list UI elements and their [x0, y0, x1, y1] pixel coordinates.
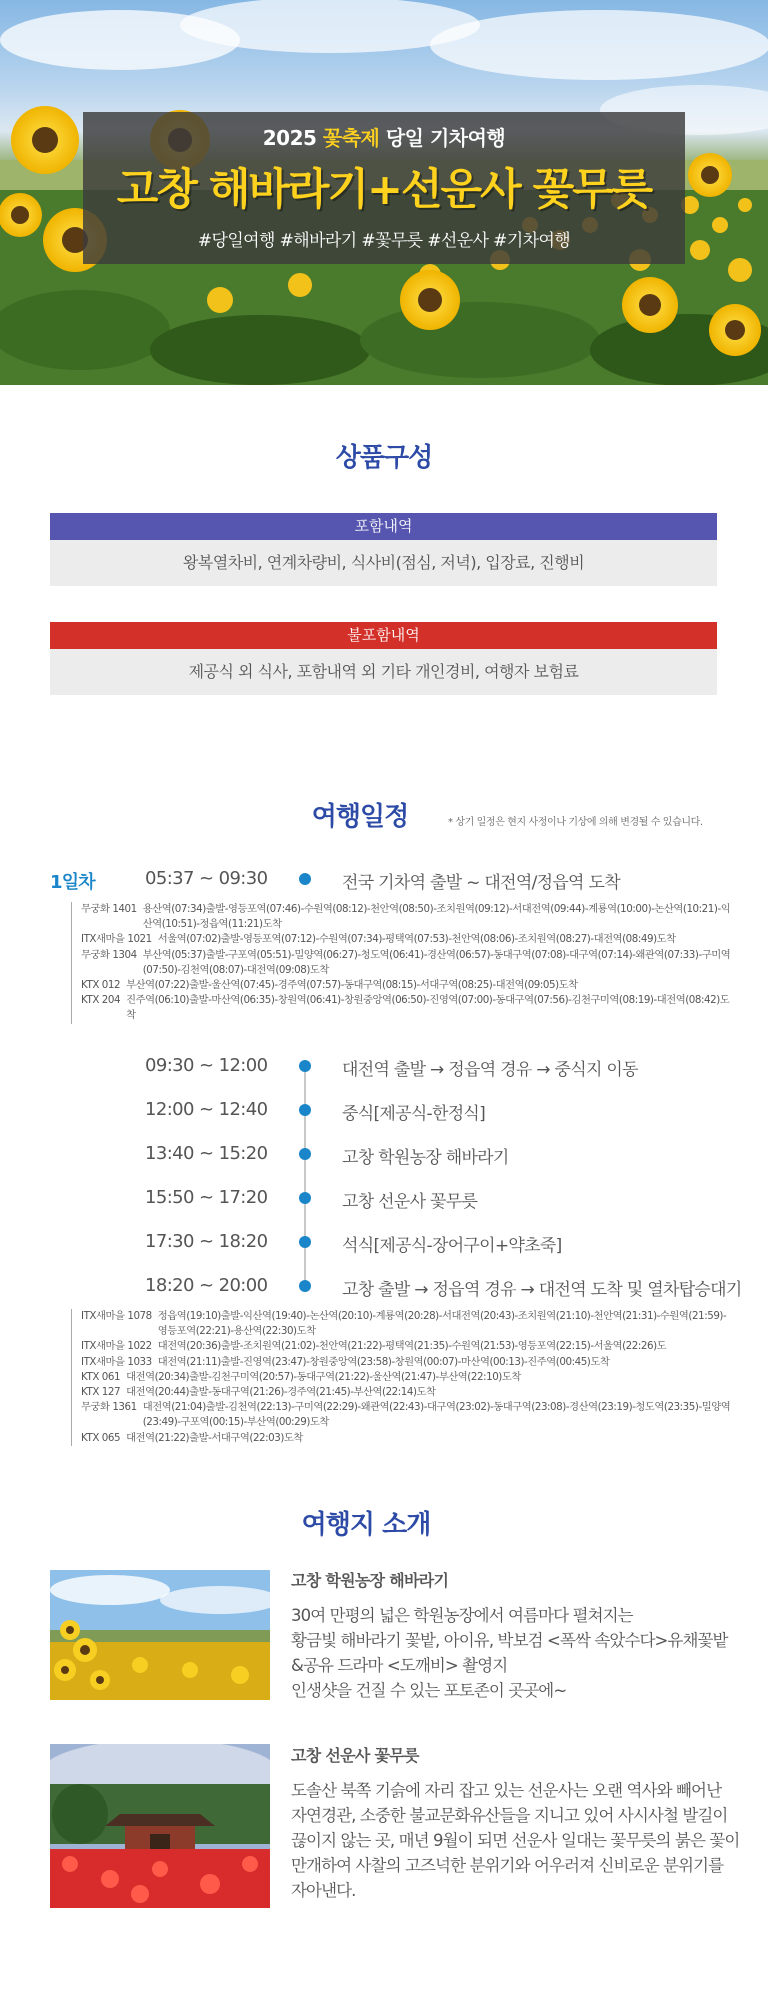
- train-name: KTX 012: [81, 979, 121, 992]
- train-row: [81, 1385, 731, 1400]
- destination-name: 고창 학원농장 해바라기: [291, 1571, 449, 1590]
- day-label: 1일차: [50, 872, 95, 893]
- schedule-time: 09:30 ~ 12:00: [145, 1055, 268, 1076]
- train-route: 진주역(06:10)출발-마산역(06:35)-창원역(06:41)-창원중앙역(06:50)-진영역(07:00)-동대구역(07:56)-김천구미역(08:19)-대전역(08:42)도착: [126, 994, 730, 1022]
- destination-name: 고창 선운사 꽃무릇: [291, 1746, 419, 1765]
- train-route: 대전역(20:36)출발-조치원역(21:02)-천안역(21:22)-평택역(21:35)-수원역(21:53)-영등포역(22:15)-서울역(22:26)도: [157, 1340, 667, 1353]
- train-row: [81, 1339, 731, 1354]
- train-row: [81, 1309, 731, 1339]
- hero-festival-highlight: 꽃축제: [322, 126, 380, 150]
- train-name: ITX새마을 1021: [81, 933, 152, 946]
- train-row: [81, 948, 731, 978]
- train-route: 대전역(21:04)출발-김천역(22:13)-구미역(22:29)-왜관역(22:43)-대구역(23:02)-동대구역(23:08)-경산역(23:19)-청도역(23:35)-밀양역(23:49)-구포역(00:15)-부산역(00:29)도착: [142, 1401, 731, 1429]
- train-name: 무궁화 1361: [81, 1401, 137, 1414]
- schedule-desc: 전국 기차역 출발 ~ 대전역/정읍역 도착: [342, 873, 620, 893]
- timeline-dot: [299, 1060, 311, 1072]
- hero-year: 2025: [262, 126, 317, 150]
- train-route: 정읍역(19:10)출발-익산역(19:40)-논산역(20:10)-계룡역(20:28)-서대전역(20:43)-조치원역(21:10)-천안역(21:31)-수원역(21:59)-영등포역(22:21)-용산역(22:30)도착: [157, 1310, 727, 1338]
- product-section-title: 상품구성: [335, 443, 433, 473]
- train-name: ITX새마을 1033: [81, 1355, 152, 1368]
- included-header: 포함내역: [50, 513, 717, 540]
- train-row: [81, 1400, 731, 1430]
- excluded-body: 제공식 외 식사, 포함내역 외 기타 개인경비, 여행자 보험료: [50, 649, 717, 695]
- hero-title: 고창 해바라기+선운사 꽃무릇: [116, 165, 652, 215]
- train-route: 부산역(05:37)출발-구포역(05:51)-밀양역(06:27)-청도역(06:41)-경산역(06:57)-동대구역(07:08)-대구역(07:14)-왜관역(07:33)-구미역(07:50)-김천역(08:07)-대전역(09:08)도착: [142, 948, 731, 976]
- train-route: 서울역(07:02)출발-영등포역(07:12)-수원역(07:34)-평택역(07:53)-천안역(08:06)-조치원역(08:27)-대전역(08:49)도착: [157, 933, 676, 946]
- train-row: [81, 993, 731, 1023]
- schedule-desc: 고창 학원농장 해바라기: [342, 1148, 509, 1168]
- hero-hashtags: #당일여행 #해바라기 #꽃무릇 #선운사 #기차여행: [197, 231, 571, 251]
- train-route: 대전역(21:22)출발-서대구역(22:03)도착: [126, 1431, 303, 1444]
- train-name: KTX 204: [81, 994, 121, 1007]
- destination-description: 30여 만평의 넓은 학원농장에서 여름마다 펼쳐지는 황금빛 해바라기 꽃밭, 아이유, 박보검 <폭싹 속았수다>유채꽃밭 &공유 드라마 <도깨비> 촬영지 인생샷을 건질 수 있는 포토존이 곳곳에~: [291, 1606, 728, 1700]
- schedule-time: 05:37 ~ 09:30: [145, 868, 268, 889]
- schedule-time: 15:50 ~ 17:20: [145, 1187, 268, 1208]
- train-row: [81, 932, 731, 947]
- train-row: [81, 1355, 731, 1370]
- train-name: ITX새마을 1022: [81, 1340, 152, 1353]
- train-route: 대전역(21:11)출발-진영역(23:47)-창원중앙역(23:58)-창원역(00:07)-마산역(00:13)-진주역(00:45)도착: [157, 1355, 610, 1368]
- timeline-dot: [299, 1104, 311, 1116]
- schedule-desc: 중식[제공식-한정식]: [342, 1104, 486, 1124]
- train-name: ITX새마을 1078: [81, 1310, 152, 1322]
- train-row: [81, 978, 731, 993]
- destinations-section-title: 여행지 소개: [301, 1510, 431, 1540]
- timeline-line: [304, 1062, 306, 1285]
- schedule-time: 18:20 ~ 20:00: [145, 1275, 268, 1296]
- train-route: 용산역(07:34)출발-영등포역(07:46)-수원역(08:12)-천안역(08:50)-조치원역(09:12)-서대전역(09:44)-계룡역(10:00)-논산역(10:21)-익산역(10:51)-정읍역(11:21)도착: [142, 903, 731, 931]
- timeline-dot: [299, 1236, 311, 1248]
- schedule-time: 12:00 ~ 12:40: [145, 1099, 268, 1120]
- train-route: 대전역(20:44)출발-동대구역(21:26)-경주역(21:45)-부산역(22:14)도착: [126, 1386, 436, 1399]
- seonunsa-temple-photo: [50, 1744, 270, 1908]
- hero-subtitle: [83, 122, 685, 151]
- schedule-desc: 석식[제공식-장어구이+약초죽]: [342, 1236, 562, 1256]
- included-body: 왕복열차비, 연계차량비, 식사비(점심, 저녁), 입장료, 진행비: [50, 540, 717, 586]
- train-route: 대전역(20:34)출발-김천구미역(20:57)-동대구역(21:22)-울산역(21:47)-부산역(22:10)도착: [126, 1370, 521, 1383]
- outbound-train-list: [71, 902, 731, 1024]
- destination-description: 도솔산 북쪽 기슭에 자리 잡고 있는 선운사는 오랜 역사와 빼어난 자연경관, 소중한 불교문화유산들을 지니고 있어 사시사철 발길이 끊이지 않는 곳, 매년 9월이 되면 선운사 일대는 꽃무릇의 붉은 꽃이 만개하여 사찰의 고즈넉한 분위기와 어우러져 신비로운 분위기를 자아낸다.: [291, 1781, 740, 1900]
- hero-title-panel: [83, 112, 685, 264]
- return-train-list: [71, 1309, 731, 1446]
- itinerary-note: * 상기 일정은 현지 사정이나 기상에 의해 변경될 수 있습니다.: [448, 817, 703, 828]
- timeline-dot: [299, 1192, 311, 1204]
- schedule-desc: 고창 출발 → 정읍역 경유 → 대전역 도착 및 열차탑승대기: [342, 1280, 742, 1300]
- train-route: 부산역(07:22)출발-울산역(07:45)-경주역(07:57)-동대구역(08:15)-서대구역(08:25)-대전역(09:05)도착: [126, 979, 578, 992]
- excluded-header: 불포함내역: [50, 622, 717, 649]
- train-row: [81, 1370, 731, 1385]
- schedule-desc: 고창 선운사 꽃무릇: [342, 1192, 478, 1212]
- itinerary-section-title: 여행일정: [311, 802, 409, 832]
- train-name: 무궁화 1401: [81, 903, 137, 915]
- train-name: KTX 061: [81, 1370, 121, 1383]
- schedule-desc: 대전역 출발 → 정읍역 경유 → 중식지 이동: [342, 1060, 638, 1080]
- timeline-dot: [299, 1280, 311, 1292]
- hero-subtitle-rest: 당일 기차여행: [385, 126, 506, 150]
- sunflower-farm-photo: [50, 1570, 270, 1700]
- timeline-dot: [299, 873, 311, 885]
- train-row: [81, 1431, 731, 1446]
- schedule-time: 17:30 ~ 18:20: [145, 1231, 268, 1252]
- timeline-dot: [299, 1148, 311, 1160]
- train-name: KTX 127: [81, 1386, 121, 1399]
- train-name: KTX 065: [81, 1431, 121, 1444]
- train-row: [81, 902, 731, 932]
- hero-banner-image: [0, 0, 768, 385]
- schedule-time: 13:40 ~ 15:20: [145, 1143, 268, 1164]
- train-name: 무궁화 1304: [81, 948, 137, 961]
